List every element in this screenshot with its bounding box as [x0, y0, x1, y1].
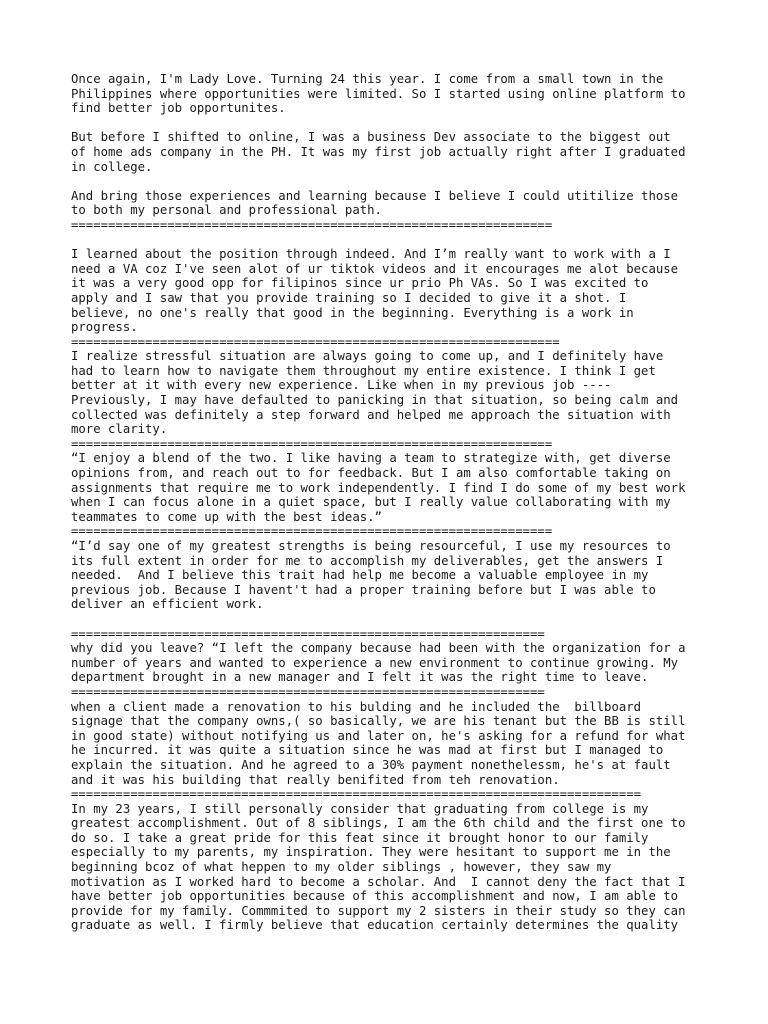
text-line: of home ads company in the PH. It was my first job actually right after I graduated — [71, 144, 686, 159]
text-line: In my 23 years, I still personally consider that graduating from college is my — [71, 801, 649, 816]
text-line: previous job. Because I havent't had a proper training before but I was able to — [71, 582, 656, 597]
text-line: collected was definitely a step forward and helped me approach the situation with — [71, 407, 671, 422]
text-line: teammates to come up with the best ideas.” — [71, 509, 382, 524]
text-line: when I can focus alone in a quiet space, but I really value collaborating with my — [71, 495, 671, 510]
text-line: Once again, I'm Lady Love. Turning 24 this year. I come from a small town in the — [71, 72, 664, 86]
text-line: assignments that require me to work independently. I find I do some of my best work — [71, 480, 686, 495]
text-line: more clarity. — [71, 422, 168, 437]
text-line: number of years and wanted to experience a new environment to continue growing. My — [71, 655, 679, 670]
text-line: greatest accomplishment. Out of 8 siblings, I am the 6th child and the first one to — [71, 816, 686, 831]
text-line: its full extent in order for me to accomplish my deliverables, get the answers I — [71, 553, 664, 568]
text-line: needed. And I believe this trait had help me become a valuable employee in my — [71, 568, 649, 583]
text-line: better at it with every new experience. Like when in my previous job ---- — [71, 378, 612, 393]
text-line: why did you leave? “I left the company because had been with the organization for a — [71, 641, 686, 656]
text-line: have better job opportunities because of this accomplishment and now, I am able to — [71, 889, 679, 904]
text-line: and it was his building that really benifited from teh renovation. — [71, 772, 560, 787]
separator-line: ================================================================= — [71, 217, 553, 232]
text-line: opinions from, and reach out to for feedback. But I am also comfortable taking on — [71, 466, 671, 481]
text-line: when a client made a renovation to his bulding and he included the billboard — [71, 699, 642, 714]
text-line: But before I shifted to online, I was a business Dev associate to the biggest out — [71, 130, 671, 145]
text-line: deliver an efficient work. — [71, 597, 264, 612]
text-line: to both my personal and professional path. — [71, 203, 382, 218]
text-line: signage that the company owns,( so basically, we are his tenant but the BB is still — [71, 714, 686, 729]
text-line: believe, no one's really that good in the beginning. Everything is a work in — [71, 305, 634, 320]
separator-line: ================================================================= — [71, 436, 553, 451]
text-line: Previously, I may have defaulted to panicking in that situation, so being calm and — [71, 393, 679, 408]
text-line: Philippines where opportunities were limited. So I started using online platform to — [71, 86, 686, 101]
text-line: progress. — [71, 320, 138, 335]
text-line: department brought in a new manager and I felt it was the right time to leave. — [71, 670, 649, 685]
text-line: motivation as I worked hard to become a scholar. And I cannot deny the fact that I — [71, 874, 686, 889]
text-line: “I’d say one of my greatest strengths is being resourceful, I use my resources to — [71, 539, 671, 553]
text-line: he incurred. it was quite a situation since he was mad at first but I managed to — [71, 743, 664, 758]
blank-line — [71, 116, 731, 131]
text-line: especially to my parents, my inspiration. They were hesitant to support me in the — [71, 845, 671, 860]
text-line: had to learn how to navigate them throughout my entire existence. I think I get — [71, 363, 656, 378]
blank-line — [71, 174, 731, 189]
separator-line: ================================================================= — [71, 524, 553, 539]
blank-line — [71, 612, 731, 627]
document-body — [71, 72, 731, 933]
text-line: I learned about the position through indeed. And I’m really want to work with a I — [71, 247, 671, 262]
text-line: apply and I saw that you provide training so I decided to give it a shot. I — [71, 290, 627, 305]
separator-line: ================================================================== — [71, 334, 560, 349]
separator-line: ================================================================ — [71, 684, 545, 699]
text-line: do so. I take a great pride for this feat since it brought honor to our family — [71, 830, 649, 845]
text-line: explain the situation. And he agreed to a 30% payment nonethelessm, he's at fault — [71, 757, 671, 772]
text-line: need a VA coz I've seen alot of ur tiktok videos and it encourages me alot because — [71, 261, 679, 276]
text-line: it was a very good opp for filipinos since ur prio Ph VAs. So I was excited to — [71, 276, 649, 291]
separator-line: ============================================================================= — [71, 787, 642, 802]
blank-line — [71, 233, 731, 248]
text-line: graduate as well. I firmly believe that education certainly determines the quality — [71, 918, 679, 933]
text-line: beginning bcoz of what heppen to my older siblings , however, they saw my — [71, 860, 612, 875]
text-line: find better job opportunites. — [71, 101, 286, 116]
text-line: provide for my family. Commmited to support my 2 sisters in their study so they can — [71, 903, 686, 918]
text-line: “I enjoy a blend of the two. I like having a team to strategize with, get diverse — [71, 451, 671, 466]
text-line: I realize stressful situation are always going to come up, and I definitely have — [71, 349, 664, 364]
text-line: in college. — [71, 159, 153, 174]
separator-line: ================================================================ — [71, 626, 545, 641]
text-line: And bring those experiences and learning because I believe I could utitilize those — [71, 188, 679, 203]
text-line: in good state) without notifying us and later on, he's asking for a refund for what — [71, 728, 686, 743]
